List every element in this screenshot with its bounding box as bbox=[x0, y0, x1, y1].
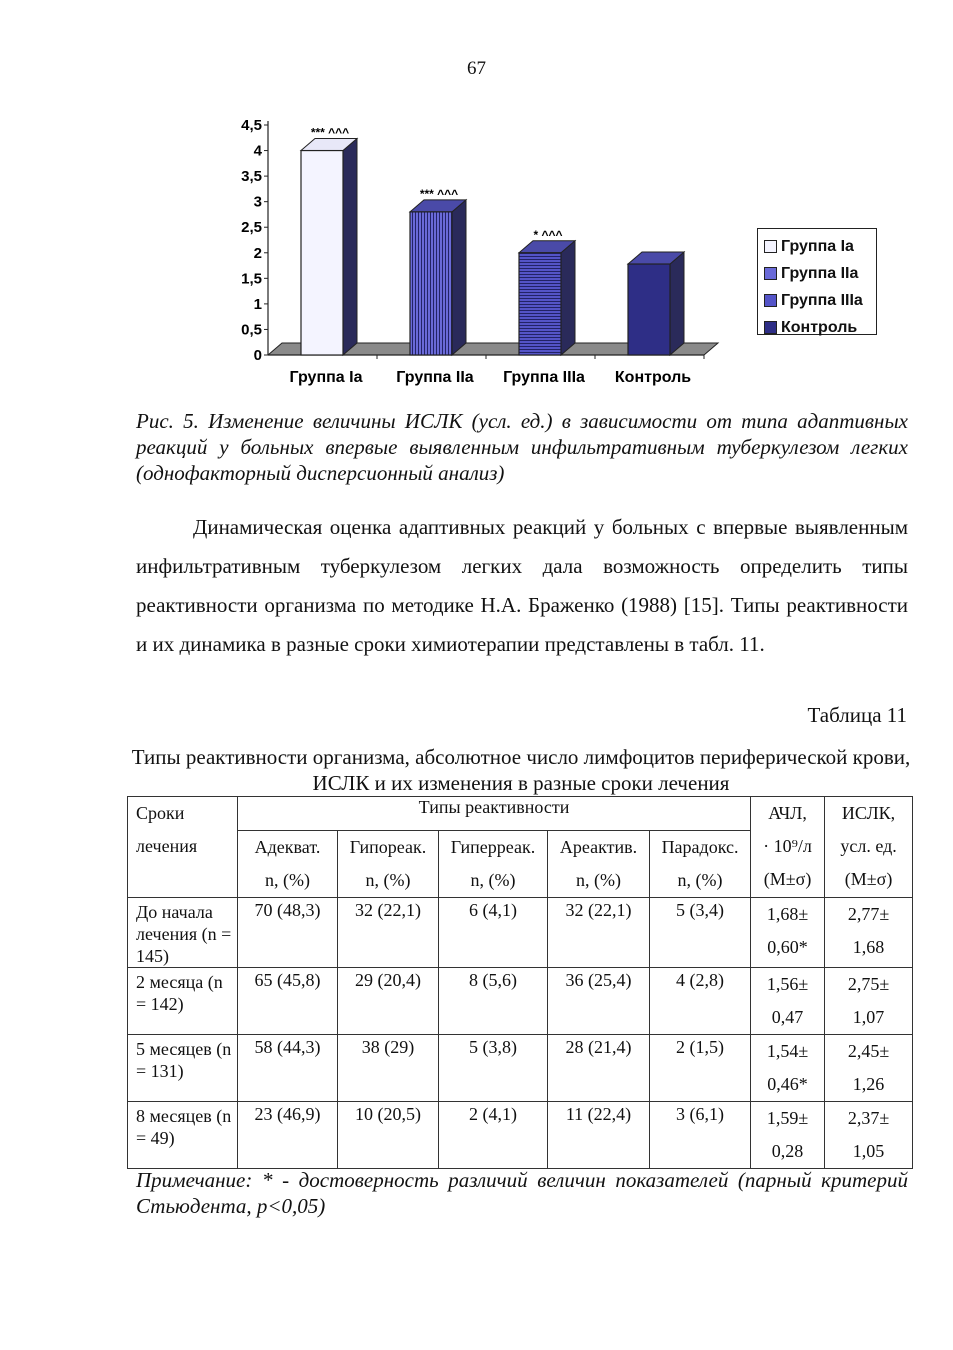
bar-annotation: *** ^^^ bbox=[310, 125, 350, 140]
achl-mean: 1,54± bbox=[766, 1041, 809, 1061]
y-tick-label: 2,5 bbox=[241, 219, 262, 237]
legend-label: Группа Ia bbox=[781, 237, 854, 255]
bar-side bbox=[670, 252, 684, 355]
type-count-cell: 36 (25,4) bbox=[548, 968, 650, 1035]
unit-label: n, (%) bbox=[365, 870, 411, 890]
achl-sd: 0,46* bbox=[767, 1074, 808, 1094]
table-body bbox=[128, 898, 913, 1169]
legend-label: Контроль bbox=[781, 318, 858, 336]
header-achl-line1: АЧЛ, bbox=[768, 803, 807, 823]
header-period bbox=[128, 797, 238, 898]
x-tick-label: Контроль bbox=[614, 369, 692, 386]
islk-mean: 2,77± bbox=[847, 904, 890, 924]
bar-side bbox=[452, 200, 466, 355]
y-tick-label: 2 bbox=[253, 244, 262, 262]
subheader-label: Ареактив. bbox=[559, 837, 638, 857]
type-count-cell: 28 (21,4) bbox=[548, 1035, 650, 1102]
figure-caption: Рис. 5. Изменение величины ИСЛК (усл. ед.) в зависимости от типа адаптивных реакций у больных впервые выявленным инфильтративным туберкулезом легких (однофакторный дисперсионный анализ) bbox=[136, 409, 908, 485]
data-table bbox=[127, 796, 913, 1169]
header-islk-line1: ИСЛК, bbox=[841, 803, 896, 823]
bar-side bbox=[561, 241, 575, 355]
type-count-cell: 4 (2,8) bbox=[650, 968, 751, 1035]
header-row bbox=[128, 797, 913, 831]
achl-cell bbox=[751, 1102, 825, 1169]
type-count-cell: 6 (4,1) bbox=[439, 898, 548, 968]
row-period: 2 месяца (n = 142) bbox=[128, 968, 238, 1035]
unit-cell bbox=[548, 864, 650, 898]
bar bbox=[410, 212, 452, 355]
subheader-cell bbox=[338, 831, 439, 865]
achl-mean: 1,68± bbox=[766, 904, 809, 924]
legend-item bbox=[764, 233, 876, 260]
achl-mean: 1,59± bbox=[766, 1108, 809, 1128]
islk-mean: 2,75± bbox=[847, 974, 890, 994]
islk-sd: 1,68 bbox=[852, 937, 885, 957]
type-count-cell: 70 (48,3) bbox=[238, 898, 338, 968]
islk-sd: 1,07 bbox=[852, 1007, 885, 1027]
row-period: 8 месяцев (n = 49) bbox=[128, 1102, 238, 1169]
table-row bbox=[128, 1102, 913, 1169]
bar bbox=[628, 264, 670, 355]
type-count-cell: 8 (5,6) bbox=[439, 968, 548, 1035]
y-tick-label: 0,5 bbox=[241, 321, 262, 339]
table-note: Примечание: * - достоверность различий величин показателей (парный критерий Стьюдента, p<0,05) bbox=[136, 1168, 908, 1218]
subheader-label: Адекват. bbox=[254, 837, 321, 857]
bar-annotation: *** ^^^ bbox=[419, 186, 459, 201]
type-count-cell: 23 (46,9) bbox=[238, 1102, 338, 1169]
x-tick-label: Группа IIa bbox=[396, 369, 474, 386]
legend-label: Группа IIIa bbox=[781, 291, 863, 309]
unit-label: n, (%) bbox=[576, 870, 621, 890]
type-count-cell: 2 (1,5) bbox=[650, 1035, 751, 1102]
y-tick-label: 3 bbox=[253, 193, 262, 211]
x-tick-label: Группа IIIa bbox=[503, 369, 585, 386]
legend-label: Группа IIa bbox=[781, 264, 859, 282]
page-number: 67 bbox=[467, 58, 486, 79]
unit-cell bbox=[650, 864, 751, 898]
legend-item bbox=[764, 260, 876, 287]
bar-chart bbox=[225, 108, 725, 393]
legend-swatch bbox=[764, 321, 777, 334]
islk-cell bbox=[825, 968, 913, 1035]
subheader-cell bbox=[238, 831, 338, 865]
unit-cell bbox=[238, 864, 338, 898]
row-period: До начала лечения (n = 145) bbox=[128, 898, 238, 968]
islk-sd: 1,26 bbox=[852, 1074, 885, 1094]
subheader-label: Гиперреак. bbox=[450, 837, 536, 857]
chart-legend bbox=[757, 228, 877, 335]
y-tick-label: 4,5 bbox=[241, 117, 262, 134]
achl-cell bbox=[751, 1035, 825, 1102]
header-period-line1: Сроки bbox=[136, 803, 185, 823]
islk-sd: 1,05 bbox=[852, 1141, 885, 1161]
y-tick-label: 3,5 bbox=[241, 168, 262, 186]
y-tick-label: 1 bbox=[253, 295, 262, 313]
islk-cell bbox=[825, 898, 913, 968]
header-achl-line2: · 10⁹/л bbox=[763, 836, 812, 856]
header-islk bbox=[825, 797, 913, 898]
body-paragraph: Динамическая оценка адаптивных реакций у больных с впервые выявленным инфильтративным туберкулезом легких дала возможность определить типы реактивности организма по методике Н.А. Браженко (1988) [15]. Типы реактивности и их динамика в разные сроки химиотерапии представлены в табл. 11. bbox=[136, 515, 908, 656]
achl-sd: 0,60* bbox=[767, 937, 808, 957]
header-types: Типы реактивности bbox=[238, 797, 751, 831]
subheader-cell bbox=[650, 831, 751, 865]
achl-cell bbox=[751, 898, 825, 968]
subheader-cell bbox=[548, 831, 650, 865]
type-count-cell: 29 (20,4) bbox=[338, 968, 439, 1035]
unit-label: n, (%) bbox=[265, 870, 310, 890]
y-tick-label: 0 bbox=[253, 347, 262, 364]
type-count-cell: 3 (6,1) bbox=[650, 1102, 751, 1169]
header-period-line2: лечения bbox=[136, 836, 198, 856]
type-count-cell: 65 (45,8) bbox=[238, 968, 338, 1035]
header-islk-line3: (M±σ) bbox=[844, 869, 893, 889]
achl-sd: 0,28 bbox=[771, 1141, 804, 1161]
header-achl-line3: (M±σ) bbox=[763, 869, 812, 889]
type-count-cell: 2 (4,1) bbox=[439, 1102, 548, 1169]
type-count-cell: 10 (20,5) bbox=[338, 1102, 439, 1169]
bar-annotation: * ^^^ bbox=[533, 227, 563, 242]
legend-swatch bbox=[764, 267, 777, 280]
header-islk-line2: усл. ед. bbox=[840, 836, 897, 856]
unit-label: n, (%) bbox=[677, 870, 723, 890]
table-row bbox=[128, 1035, 913, 1102]
type-count-cell: 38 (29) bbox=[338, 1035, 439, 1102]
legend-item bbox=[764, 287, 876, 314]
type-count-cell: 32 (22,1) bbox=[548, 898, 650, 968]
achl-sd: 0,47 bbox=[771, 1007, 804, 1027]
islk-cell bbox=[825, 1035, 913, 1102]
table-title: Типы реактивности организма, абсолютное число лимфоцитов периферической крови, ИСЛК и их изменения в разные сроки лечения bbox=[131, 745, 911, 795]
x-tick-label: Группа Ia bbox=[289, 369, 363, 386]
bar-side bbox=[343, 139, 357, 355]
legend-swatch bbox=[764, 240, 777, 253]
islk-mean: 2,37± bbox=[847, 1108, 890, 1128]
type-count-cell: 58 (44,3) bbox=[238, 1035, 338, 1102]
achl-mean: 1,56± bbox=[766, 974, 809, 994]
unit-cell bbox=[439, 864, 548, 898]
unit-label: n, (%) bbox=[470, 870, 516, 890]
achl-cell bbox=[751, 968, 825, 1035]
y-tick-label: 4 bbox=[253, 142, 262, 160]
subheader-label: Парадокс. bbox=[661, 837, 739, 857]
islk-mean: 2,45± bbox=[847, 1041, 890, 1061]
type-count-cell: 5 (3,4) bbox=[650, 898, 751, 968]
type-count-cell: 32 (22,1) bbox=[338, 898, 439, 968]
subheader-cell bbox=[439, 831, 548, 865]
table-row bbox=[128, 898, 913, 968]
islk-cell bbox=[825, 1102, 913, 1169]
bar bbox=[519, 253, 561, 355]
header-achl bbox=[751, 797, 825, 898]
subheader-label: Гипореак. bbox=[349, 837, 427, 857]
bar bbox=[301, 151, 343, 355]
unit-cell bbox=[338, 864, 439, 898]
type-count-cell: 5 (3,8) bbox=[439, 1035, 548, 1102]
table-row bbox=[128, 968, 913, 1035]
legend-item bbox=[764, 314, 876, 341]
legend-swatch bbox=[764, 294, 777, 307]
row-period: 5 месяцев (n = 131) bbox=[128, 1035, 238, 1102]
table-label: Таблица 11 bbox=[807, 703, 907, 727]
type-count-cell: 11 (22,4) bbox=[548, 1102, 650, 1169]
y-tick-label: 1,5 bbox=[241, 270, 262, 288]
